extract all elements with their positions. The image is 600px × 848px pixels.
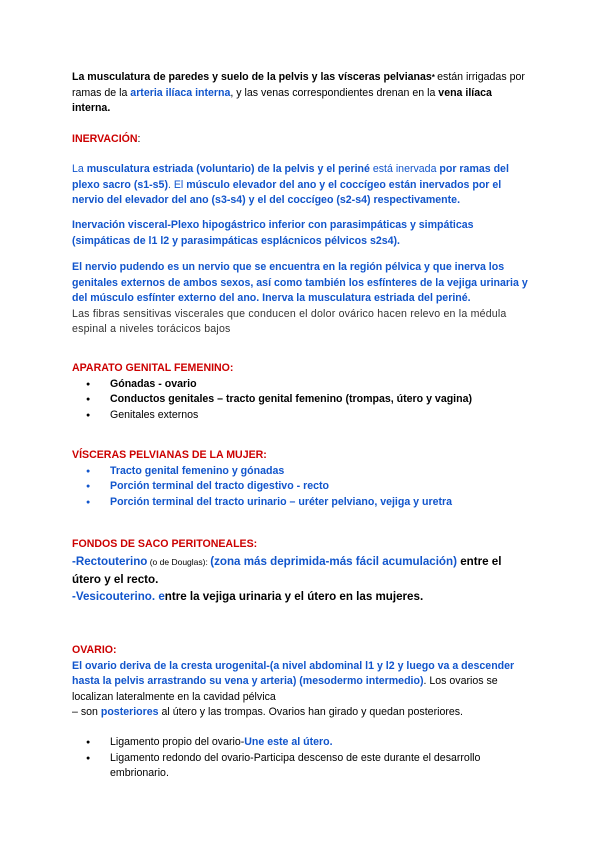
p1-b: musculatura estriada (voluntario) de la pelvis y el periné [86, 163, 370, 175]
inervacion-colon: : [137, 133, 141, 145]
list-item: ● Tracto genital femenino y gónadas [72, 464, 532, 480]
p1-a: La [72, 163, 87, 175]
visceral-text: Inervación visceral-Plexo hipogástrico inferior con parasimpáticas y simpáticas (simpáticas de l1 l2 y parasimpáticas esplácnicos pélvicos s2s4). [72, 219, 474, 247]
list-item: ● Porción terminal del tracto urinario – uréter pelviano, vejiga y uretra [72, 495, 532, 511]
fondos-section [72, 537, 532, 605]
ovario-heading: OVARIO: [72, 644, 117, 656]
list-item: ● Genitales externos [72, 408, 532, 424]
ovario-localizan: . Los ovarios se localizan lateralmente en la cavidad pélvica [72, 675, 498, 703]
posteriores: posteriores [100, 706, 159, 719]
vena-iliaca: vena ilíaca interna. [72, 86, 492, 115]
list-item: ● Conductos genitales – tracto genital femenino (trompas, útero y vagina) [72, 392, 532, 408]
pudendo-text: El nervio pudendo es un nervio que se encuentra en la región pélvica y que inerva los genitales externos de ambos sexos, así como también los esfínteres de la vejiga urinaria y del músculo esfínter externo del ano. Inerva la musculatura estriada del periné. [72, 261, 528, 305]
visceras-list [72, 464, 532, 511]
ovario-deriva: El ovario deriva de la cresta urogenital-(a nivel abdominal l1 y l2 y luego va a descender hasta la pelvis arrastrando su vena y arteria) (mesodermo intermedio) [72, 659, 515, 688]
inervacion-p3 [72, 260, 532, 338]
p1-e: . El [167, 178, 187, 191]
vesicouterino-e: . e [151, 589, 165, 603]
ligamento-propio: Ligamento propio del ovario- [110, 735, 245, 748]
p1-f: músculo elevador del ano y el coccígeo están inervados por el nervio del elevador del ano (s3-s4) y el del coccígeo (s2-s4) respectivamente. [72, 178, 502, 207]
intro-bold: La musculatura de paredes y suelo de la pelvis y las vísceras pelvianas [72, 71, 432, 83]
inervacion-heading [72, 132, 532, 148]
list-item [72, 735, 532, 751]
visceras-heading: VÍSCERAS PELVIANAS DE LA MUJER: [72, 449, 267, 461]
rectouterino: -Rectouterino [72, 554, 148, 568]
inervacion-title: INERVACIÓN [72, 133, 138, 145]
intro-paragraph [72, 70, 532, 117]
visceras-section [72, 448, 532, 510]
ovario-section [72, 643, 532, 782]
p1-d: por ramas del plexo sacro (s1-s5) [72, 163, 509, 191]
ovario-dash: – son [72, 706, 101, 719]
entre-utero-recto: entre el útero y el recto. [72, 554, 502, 586]
list-item: ● Gónadas - ovario [72, 377, 532, 393]
arteria-iliaca: arteria ilíaca interna [130, 86, 231, 99]
une-utero: Une este al útero. [244, 735, 333, 748]
list-item: ● Ligamento redondo del ovario-Participa descenso de este durante el desarrollo embrionario. [72, 751, 532, 782]
ovario-giro: al útero y las trompas. Ovarios han girado y quedan posteriores. [158, 706, 463, 719]
fibras-text: Las fibras sensitivas viscerales que conducen el dolor ovárico hacen relevo en la médula espinal a niveles torácicos bajos [72, 307, 507, 336]
aparato-section [72, 361, 532, 423]
aparato-heading: APARATO GENITAL FEMENINO: [72, 362, 234, 374]
intro-text-2: , y las venas correspondientes drenan en la [230, 86, 439, 99]
ovario-list [72, 735, 532, 782]
intro-asterisk: * [431, 73, 438, 82]
list-item: ● Porción terminal del tracto digestivo - recto [72, 479, 532, 495]
p1-c: está inervada [369, 163, 440, 175]
intro-text: están irrigadas por ramas de la [72, 71, 525, 99]
inervacion-p2 [72, 218, 532, 249]
douglas: (o de Douglas): [147, 556, 211, 567]
aparato-list [72, 377, 532, 424]
inervacion-p1 [72, 162, 532, 209]
vesicouterino: -Vesicouterino [72, 589, 152, 603]
entre-vejiga-utero: ntre la vejiga urinaria y el útero en las mujeres. [164, 589, 424, 603]
zona-deprimida: (zona más deprimida-más fácil acumulación) [210, 554, 457, 568]
fondos-heading: FONDOS DE SACO PERITONEALES: [72, 538, 258, 550]
